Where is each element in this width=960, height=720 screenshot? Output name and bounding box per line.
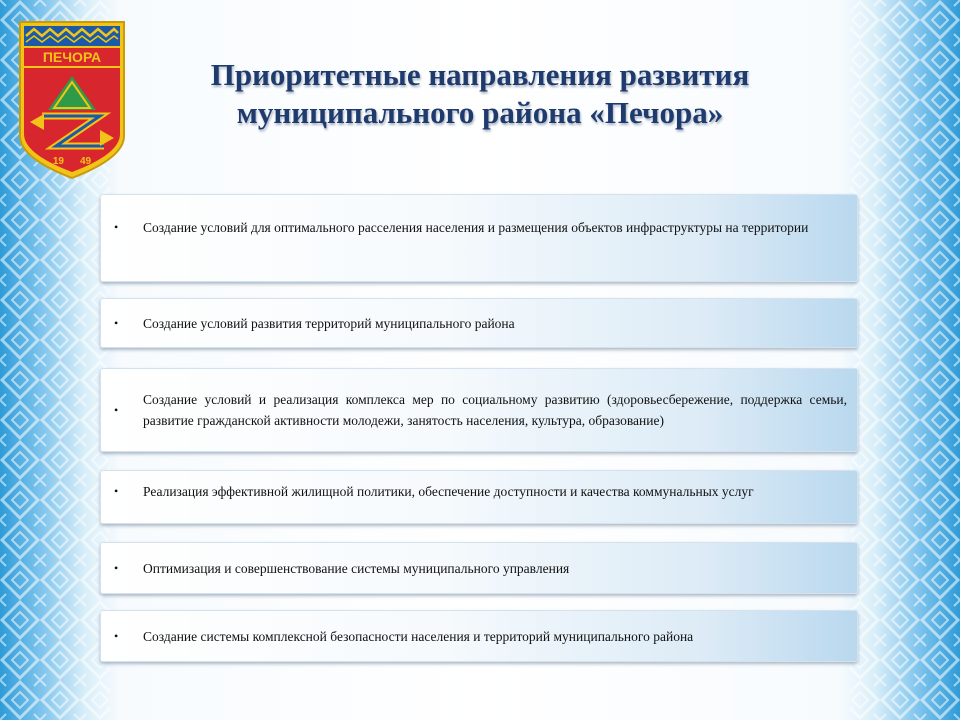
priority-item-governance: [100, 542, 858, 594]
priority-list: [100, 194, 858, 662]
priority-item-security: [100, 610, 858, 662]
slide-title-line-1: Приоритетные направления развития: [210, 57, 750, 92]
priority-item-text: Создание системы комплексной безопасности населения и территорий муниципального района: [143, 628, 694, 644]
bullet: •: [114, 628, 119, 643]
priority-item-settlement: [100, 194, 858, 282]
emblem-year-right: 49: [80, 156, 92, 167]
priority-item-text: Создание условий и реализация комплекса мер по социальному развитию (здоровьесбережение, поддержка семьи, развитие гражданской активности молодежи, занятость населения, культура, образование): [143, 392, 847, 428]
priority-item-territory-development: [100, 298, 858, 348]
slide-title-line-2: муниципального района «Печора»: [236, 95, 724, 130]
priority-item-text: Создание условий развития территорий муниципального района: [143, 315, 515, 331]
priority-item-housing-policy: [100, 470, 858, 524]
priority-item-text: Оптимизация и совершенствование системы муниципального управления: [143, 560, 570, 576]
bullet: •: [114, 220, 119, 234]
priority-item-social-development: [100, 368, 858, 452]
emblem-banner-text: ПЕЧОРА: [42, 49, 102, 65]
slide-title: [150, 56, 810, 132]
bullet: •: [114, 484, 119, 498]
priority-item-text: Создание условий для оптимального расселения населения и размещения объектов инфраструктуры на территории: [143, 220, 809, 235]
bullet: •: [114, 315, 119, 330]
bullet: •: [114, 402, 119, 417]
pechora-coat-of-arms-icon: [16, 18, 128, 180]
priority-item-text: Реализация эффективной жилищной политики, обеспечение доступности и качества коммунальных услуг: [143, 484, 754, 499]
emblem-year-left: 19: [52, 156, 64, 167]
bullet: •: [114, 560, 119, 575]
ornament-pattern-right: [850, 0, 960, 720]
